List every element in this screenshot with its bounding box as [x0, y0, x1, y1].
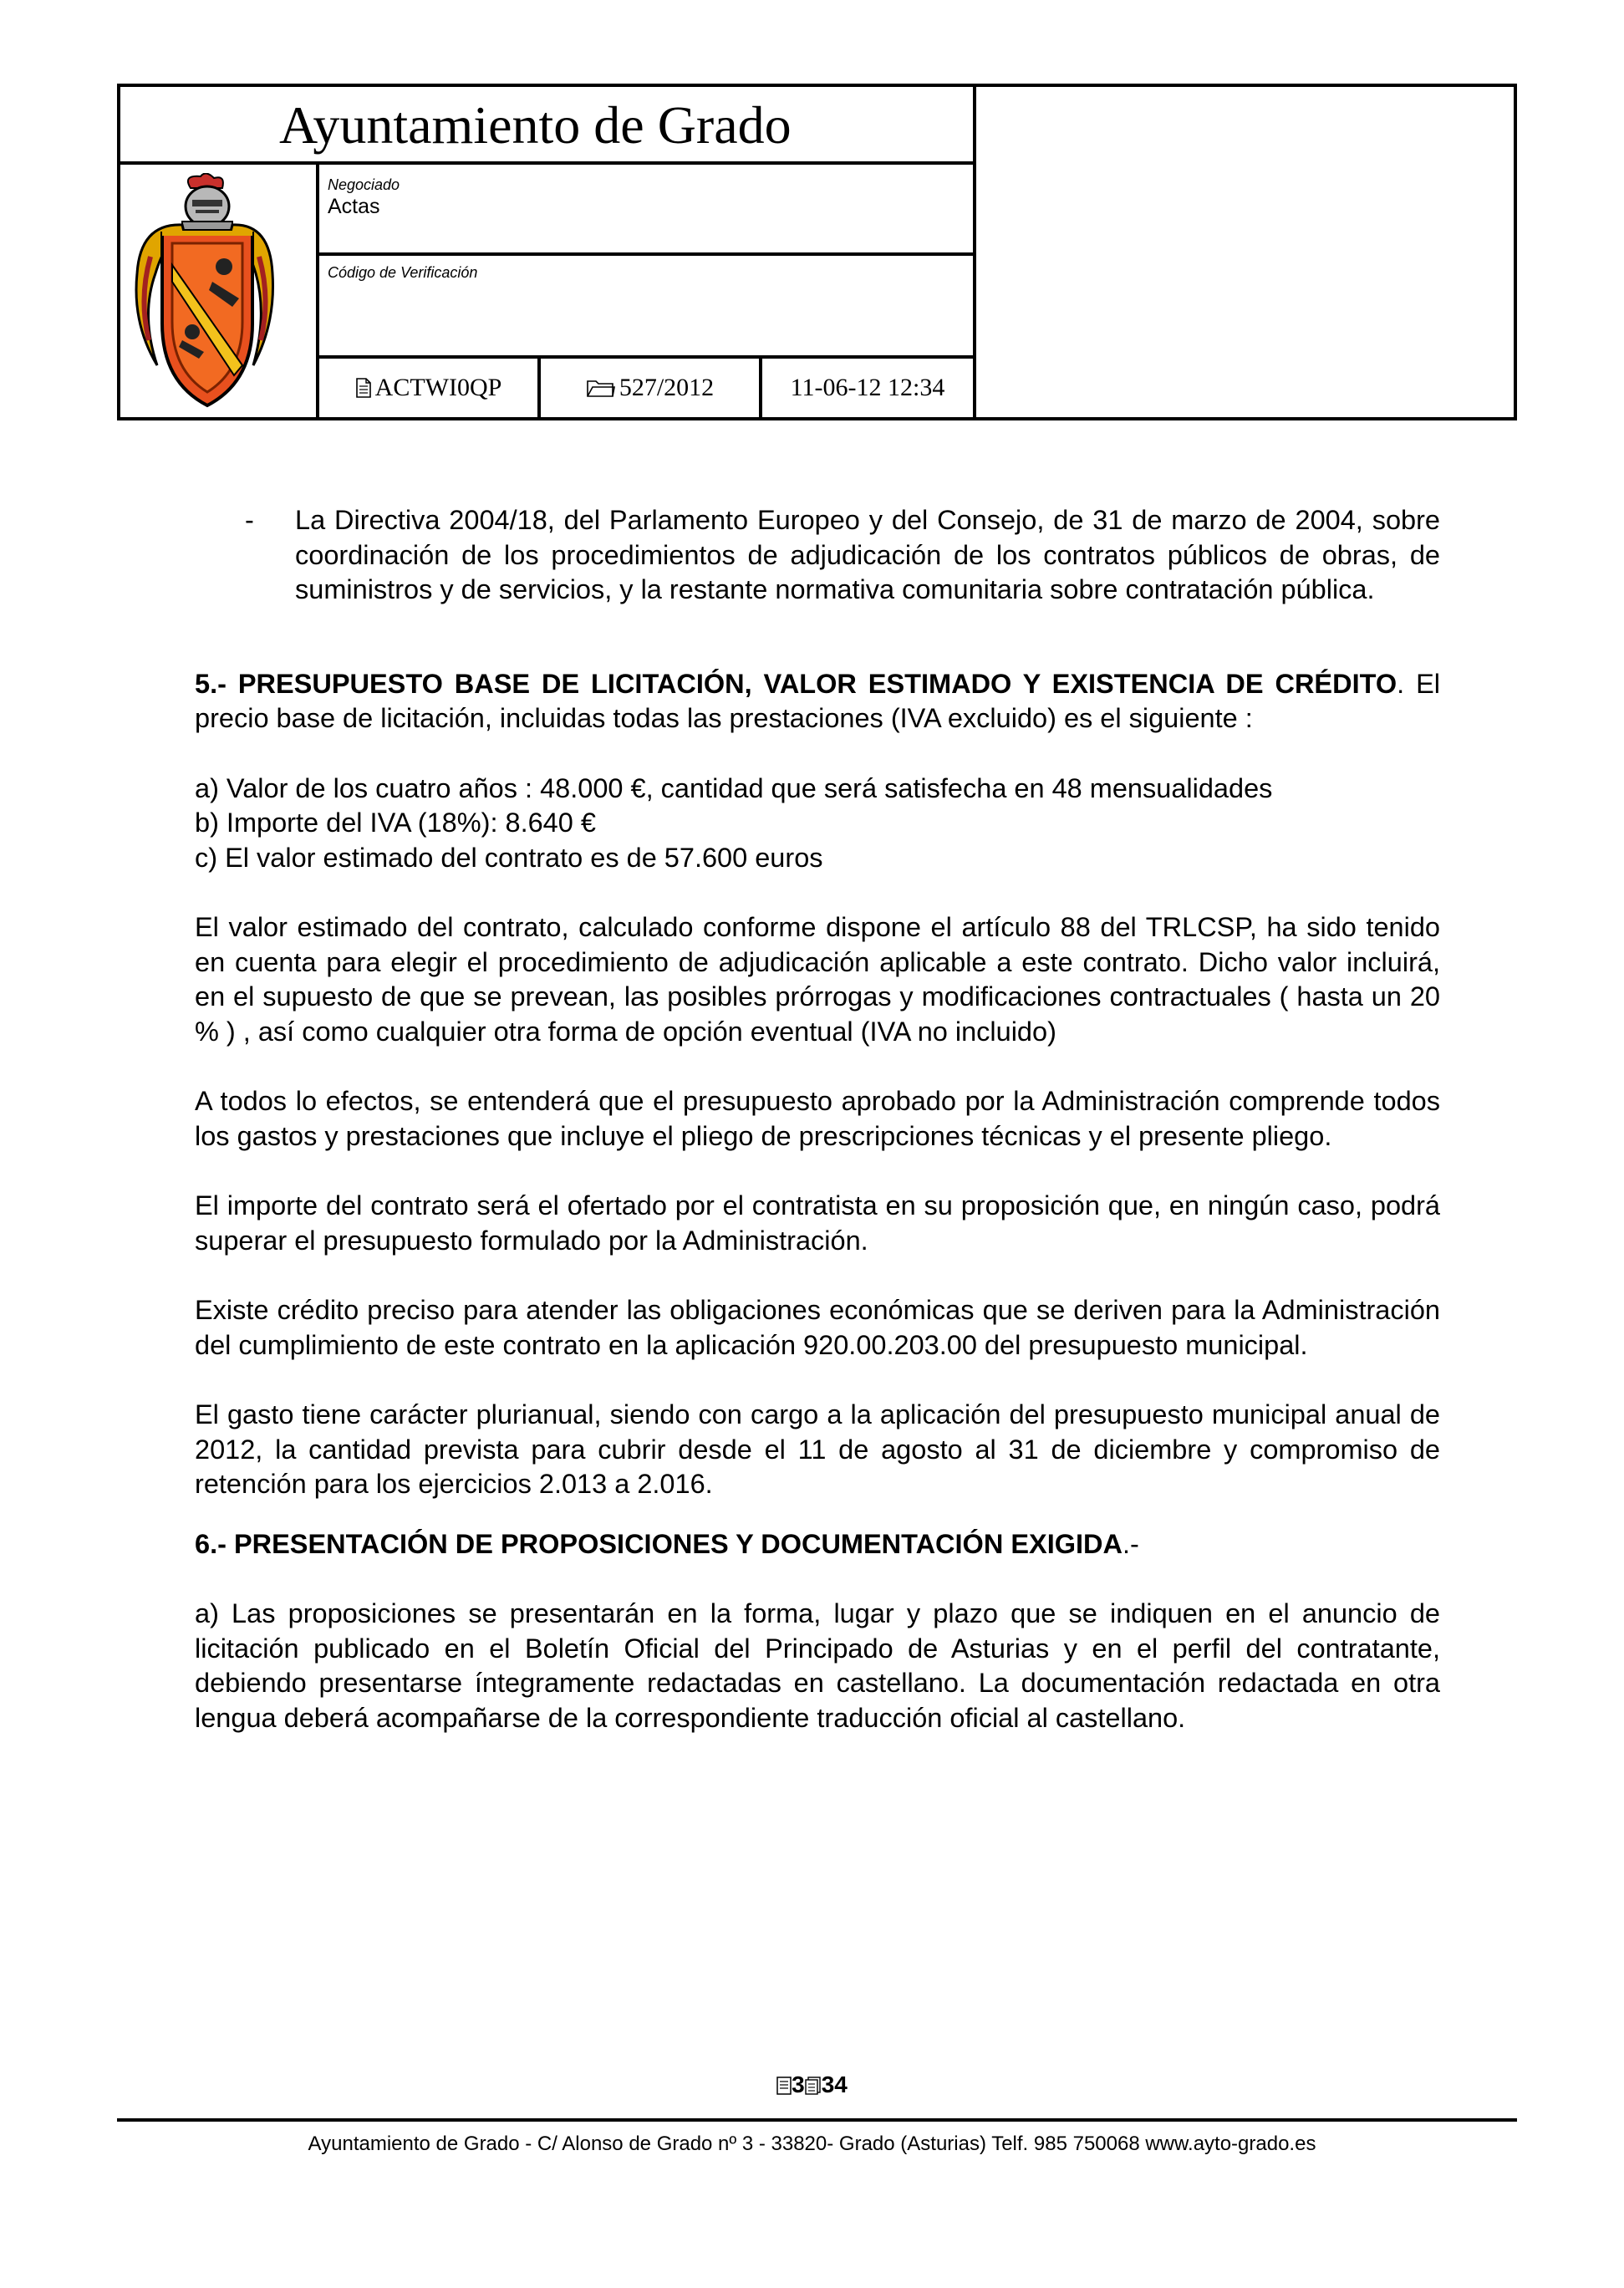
expediente-number: 527/2012: [619, 374, 715, 401]
coat-of-arms-logo: [132, 173, 276, 414]
section-5-paragraph: [195, 667, 1440, 736]
verificacion-label: Código de Verificación: [328, 264, 478, 281]
verificacion-row: [319, 256, 973, 359]
page-total: 34: [821, 2071, 848, 2097]
paragraph-credito: Existe crédito preciso para atender las obligaciones económicas que se deriven para la Administración del cumplimiento de este contrato en la aplicación 920.00.203.00 del presupuesto municipal.: [195, 1295, 1440, 1360]
header-title-row: [120, 87, 973, 165]
paragraph-proposiciones: a) Las proposiciones se presentarán en la forma, lugar y plazo que se indiquen en el anuncio de licitación publicado en el Boletín Oficial del Principado de Asturias y en el perfil del contratante, debiendo presentarse íntegramente redactadas en castellano. La documentación redactada en otra lengua deberá acompañarse de la correspondiente traducción oficial al castellano.: [195, 1598, 1440, 1733]
document-header: [117, 84, 1517, 420]
paragraph-gasto: El gasto tiene carácter plurianual, siendo con cargo a la aplicación del presupuesto municipal anual de 2012, la cantidad prevista para cubrir desde el 11 de agosto al 31 de diciembre y compromiso de retención para los ejercicios 2.013 a 2.016.: [195, 1399, 1440, 1499]
section-6-heading: 6.- PRESENTACIÓN DE PROPOSICIONES Y DOCUMENTACIÓN EXIGIDA: [195, 1528, 1123, 1559]
footer-divider: [117, 2118, 1517, 2122]
document-id-cell: [319, 359, 541, 417]
document-id-row: [319, 359, 973, 417]
document-body: [195, 503, 1440, 1735]
bullet-item: [195, 503, 1440, 608]
page-icon: [776, 2077, 792, 2095]
item-a: a) Valor de los cuatro años : 48.000 €, cantidad que será satisfecha en 48 mensualidades: [195, 772, 1273, 803]
bullet-dash: -: [245, 505, 254, 535]
header-left-block: [120, 87, 976, 417]
paragraph-valor-estimado: El valor estimado del contrato, calculado conforme dispone el artículo 88 del TRLCSP, ha sido tenido en cuenta para elegir el procedimiento de adjudicación aplicable a este contrato. Dicho valor incluirá, en el supuesto de que se prevean, las posibles prórrogas y modificaciones contractuales ( hasta un 20 % ) , así como cualquier otra forma de opción eventual (IVA no incluido): [195, 912, 1440, 1047]
header-info-block: [316, 165, 973, 417]
section-5-intro: . El precio base de licitación, incluidas todas las prestaciones (IVA excluido) es el siguiente :: [195, 668, 1441, 733]
fecha-cell: [762, 359, 973, 417]
page-number: [0, 2071, 1624, 2098]
negociado-row: [319, 165, 973, 256]
footer-address: Ayuntamiento de Grado - C/ Alonso de Grado nº 3 - 33820- Grado (Asturias) Telf. 985 750068 www.ayto-grado.es: [308, 2133, 1316, 2155]
fecha-value: 11-06-12 12:34: [790, 374, 945, 401]
negociado-label: Negociado: [328, 176, 400, 193]
paragraph-efectos: A todos lo efectos, se entenderá que el presupuesto aprobado por la Administración comprende todos los gastos y prestaciones que incluye el pliego de prescripciones técnicas y el presente pliego.: [195, 1086, 1440, 1151]
expediente-cell: [541, 359, 762, 417]
paragraph-importe: El importe del contrato será el ofertado por el contratista en su proposición que, en ningún caso, podrá superar el presupuesto formulado por la Administración.: [195, 1190, 1440, 1256]
pages-stack-icon: [805, 2077, 822, 2095]
section-6-paragraph: [195, 1527, 1440, 1562]
item-c: c) El valor estimado del contrato es de 57.600 euros: [195, 842, 823, 873]
document-icon: [355, 377, 372, 399]
negociado-value: Actas: [328, 195, 380, 218]
section-6-suffix: .-: [1122, 1528, 1139, 1559]
document-id: ACTWI0QP: [374, 374, 502, 401]
section-5-heading: 5.- PRESUPUESTO BASE DE LICITACIÓN, VALOR ESTIMADO Y EXISTENCIA DE CRÉDITO: [195, 668, 1397, 699]
folder-icon: [586, 378, 616, 398]
bullet-text: La Directiva 2004/18, del Parlamento Europeo y del Consejo, de 31 de marzo de 2004, sobre coordinación de los procedimientos de adjudicación de los contratos públicos de obras, de suministros y de servicios, y la restante normativa comunitaria sobre contratación pública.: [295, 505, 1440, 604]
header-title: Ayuntamiento de Grado: [279, 95, 792, 155]
item-b: b) Importe del IVA (18%): 8.640 €: [195, 808, 596, 838]
page-current: 3: [792, 2071, 805, 2097]
